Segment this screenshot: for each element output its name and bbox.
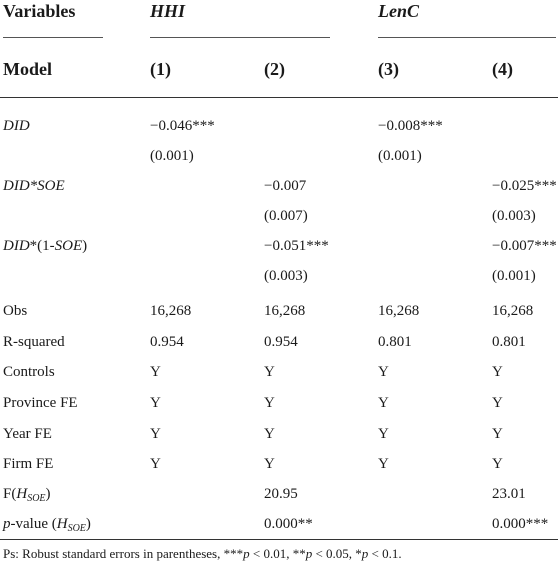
label-f-close: ) <box>45 486 51 502</box>
controls-col3: Y <box>378 364 389 380</box>
did-col3-coef: −0.008*** <box>378 118 443 134</box>
label-value-close: ) <box>85 516 91 532</box>
did-1-soe-col4-se: (0.001) <box>492 268 536 284</box>
row-label-year-fe: Year FE <box>3 426 52 442</box>
header-col2: (2) <box>264 59 285 79</box>
province-col4: Y <box>492 395 503 411</box>
label-soe: SOE <box>54 238 83 254</box>
did-col1-se: (0.001) <box>150 148 194 164</box>
row-label-firm-fe: Firm FE <box>3 456 54 472</box>
f-stat-col4: 23.01 <box>492 486 526 502</box>
row-label-did-soe <box>3 177 65 195</box>
did-soe-col4-se: (0.003) <box>492 208 536 224</box>
note-p2: p <box>305 546 313 561</box>
label-paren-open: *(1- <box>29 238 55 254</box>
row-label-did: DID <box>3 118 30 134</box>
label-sub-soe: SOE <box>27 493 46 504</box>
did-1-soe-col4-coef: −0.007*** <box>492 238 557 254</box>
rule-variables <box>3 37 103 38</box>
header-group-lenc: LenC <box>378 1 420 21</box>
firm-col1: Y <box>150 456 161 472</box>
note-mid2: < 0.05, * <box>312 546 362 561</box>
rsq-col2: 0.954 <box>264 334 298 350</box>
row-label-obs: Obs <box>3 303 28 319</box>
rsq-col1: 0.954 <box>150 334 184 350</box>
year-col1: Y <box>150 426 161 442</box>
controls-col4: Y <box>492 364 503 380</box>
header-col4: (4) <box>492 59 513 79</box>
rule-hhi <box>150 37 330 38</box>
year-col3: Y <box>378 426 389 442</box>
row-label-controls: Controls <box>3 364 55 380</box>
row-label-rsq: R-squared <box>3 334 65 350</box>
rule-table-bottom <box>0 539 558 540</box>
label-did: DID <box>3 238 30 254</box>
header-model: Model <box>3 59 52 79</box>
note-prefix: Ps: Robust standard errors in parentheses, *** <box>3 546 244 561</box>
label-h: H <box>16 486 28 502</box>
label-h: H <box>56 516 68 532</box>
did-1-soe-col2-se: (0.003) <box>264 268 308 284</box>
note-p3: p <box>361 546 369 561</box>
row-label-f-stat <box>3 485 51 503</box>
controls-col1: Y <box>150 364 161 380</box>
header-group-hhi: HHI <box>150 1 186 21</box>
row-label-p-value <box>3 515 91 533</box>
header-col3: (3) <box>378 59 399 79</box>
obs-col1: 16,268 <box>150 303 192 319</box>
rsq-col3: 0.801 <box>378 334 412 350</box>
province-col3: Y <box>378 395 389 411</box>
p-value-col2: 0.000** <box>264 516 313 532</box>
label-p: p <box>3 516 11 532</box>
table-note <box>3 546 402 562</box>
label-did: DID <box>3 178 30 194</box>
header-variables: Variables <box>3 1 76 21</box>
p-value-col4: 0.000*** <box>492 516 549 532</box>
obs-col3: 16,268 <box>378 303 420 319</box>
note-suffix: < 0.1. <box>368 546 402 561</box>
rule-header-bottom <box>0 97 558 98</box>
rsq-col4: 0.801 <box>492 334 526 350</box>
province-col1: Y <box>150 395 161 411</box>
label-value-open: -value ( <box>10 516 57 532</box>
row-label-province-fe: Province FE <box>3 395 78 411</box>
label-soe: SOE <box>37 178 65 194</box>
did-soe-col2-coef: −0.007 <box>264 178 307 194</box>
label-paren-close: ) <box>82 238 88 254</box>
label-f-open: F( <box>3 486 17 502</box>
did-soe-col4-coef: −0.025*** <box>492 178 557 194</box>
note-mid1: < 0.01, ** <box>249 546 306 561</box>
did-col1-coef: −0.046*** <box>150 118 215 134</box>
year-col4: Y <box>492 426 503 442</box>
firm-col3: Y <box>378 456 389 472</box>
label-star: * <box>29 178 38 194</box>
rule-lenc <box>378 37 556 38</box>
firm-col2: Y <box>264 456 275 472</box>
label-sub-soe: SOE <box>67 523 86 534</box>
note-p1: p <box>243 546 250 561</box>
header-col1: (1) <box>150 59 171 79</box>
province-col2: Y <box>264 395 275 411</box>
firm-col4: Y <box>492 456 503 472</box>
obs-col4: 16,268 <box>492 303 534 319</box>
did-1-soe-col2-coef: −0.051*** <box>264 238 329 254</box>
f-stat-col2: 20.95 <box>264 486 298 502</box>
year-col2: Y <box>264 426 275 442</box>
obs-col2: 16,268 <box>264 303 306 319</box>
row-label-did-1-soe <box>3 237 87 255</box>
controls-col2: Y <box>264 364 275 380</box>
did-col3-se: (0.001) <box>378 148 422 164</box>
did-soe-col2-se: (0.007) <box>264 208 308 224</box>
